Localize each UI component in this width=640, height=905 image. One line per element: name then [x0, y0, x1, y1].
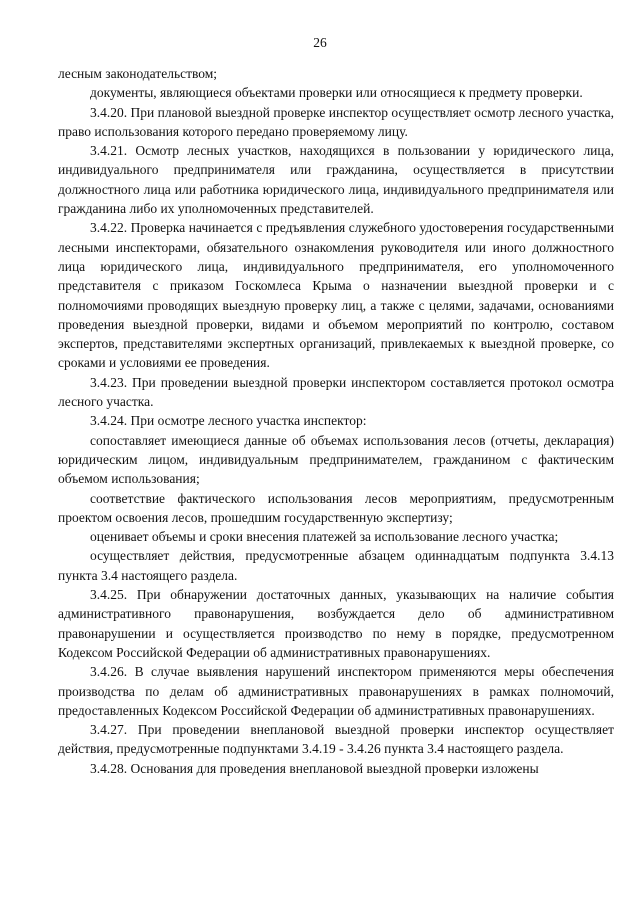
paragraph-3-4-20: 3.4.20. При плановой выездной проверке инспектор осуществляет осмотр лесного участка, право использования которого передано проверяемому лицу.	[58, 104, 614, 139]
paragraph-3-4-24-actions: осуществляет действия, предусмотренные абзацем одиннадцатым подпункта 3.4.13 пункта 3.4 настоящего раздела.	[58, 548, 614, 583]
paragraph-3-4-25: 3.4.25. При обнаружении достаточных данных, указывающих на наличие события административного правонарушения, возбуждается дело об административном правонарушении и осуществляется производство по нему в порядке, предусмотренном Кодексом Российской Федерации об административных правонарушениях.	[58, 587, 614, 660]
paragraph-continuation: лесным законодательством;	[58, 66, 218, 81]
paragraph-3-4-23: 3.4.23. При проведении выездной проверки инспектором составляется протокол осмотра лесного участка.	[58, 374, 614, 410]
paragraph-3-4-22: 3.4.22. Проверка начинается с предъявления служебного удостоверения государственными лесными инспекторами, обязательного ознакомления руководителя или иного должностного лица юридического лица, индивидуального предпринимателя, его уполномоченного представителя с приказом Госкомлеса Крыма о назначении выездной проверки и с полномочиями проводящих выездную проверку лиц, а также с целями, задачами, основаниями проведения выездной проверки, видами и объемом мероприятий по контролю, составом экспертов, представителями экспертных организаций, привлекаемых к выездной проверке, со сроками и условиями ее проведения.	[58, 220, 614, 371]
paragraph-3-4-26: 3.4.26. В случае выявления нарушений инспектором применяются меры обеспечения производства по делам об административных правонарушениях в рамках полномочий, предоставленных Кодексом Российской Федерации об административных правонарушениях.	[58, 664, 614, 718]
paragraph-3-4-21: 3.4.21. Осмотр лесных участков, находящихся в пользовании у юридического лица, индивидуального предпринимателя или гражданина, осуществляется в присутствии должностного лица или работника юридического лица, индивидуального предпринимателя или гражданина либо их уполномоченных представителей.	[58, 143, 614, 217]
paragraph-3-4-24: 3.4.24. При осмотре лесного участка инспектор:	[90, 413, 367, 429]
body-text	[58, 64, 614, 778]
paragraph-3-4-28: 3.4.28. Основания для проведения внеплановой выездной проверки изложены	[90, 760, 539, 776]
paragraph-3-4-24-conformity: соответствие фактического использования лесов мероприятиям, предусмотренным проектом освоения лесов, прошедшим государственную экспертизу;	[58, 490, 614, 525]
paragraph-documents: документы, являющиеся объектами проверки или относящиеся к предмету проверки.	[90, 85, 583, 101]
page-number: 26	[313, 35, 327, 50]
paragraph-3-4-27: 3.4.27. При проведении внеплановой выездной проверки инспектор осуществляет действия, предусмотренные подпунктами 3.4.19 - 3.4.26 пункта 3.4 настоящего раздела.	[58, 722, 614, 757]
paragraph-3-4-24-payments: оценивает объемы и сроки внесения платежей за использование лесного участка;	[90, 529, 559, 545]
paragraph-3-4-24-compare: сопоставляет имеющиеся данные об объемах использования лесов (отчеты, декларация) юридическим лицом, индивидуальным предпринимателем, гражданином с фактическим объемом использования;	[58, 432, 614, 487]
